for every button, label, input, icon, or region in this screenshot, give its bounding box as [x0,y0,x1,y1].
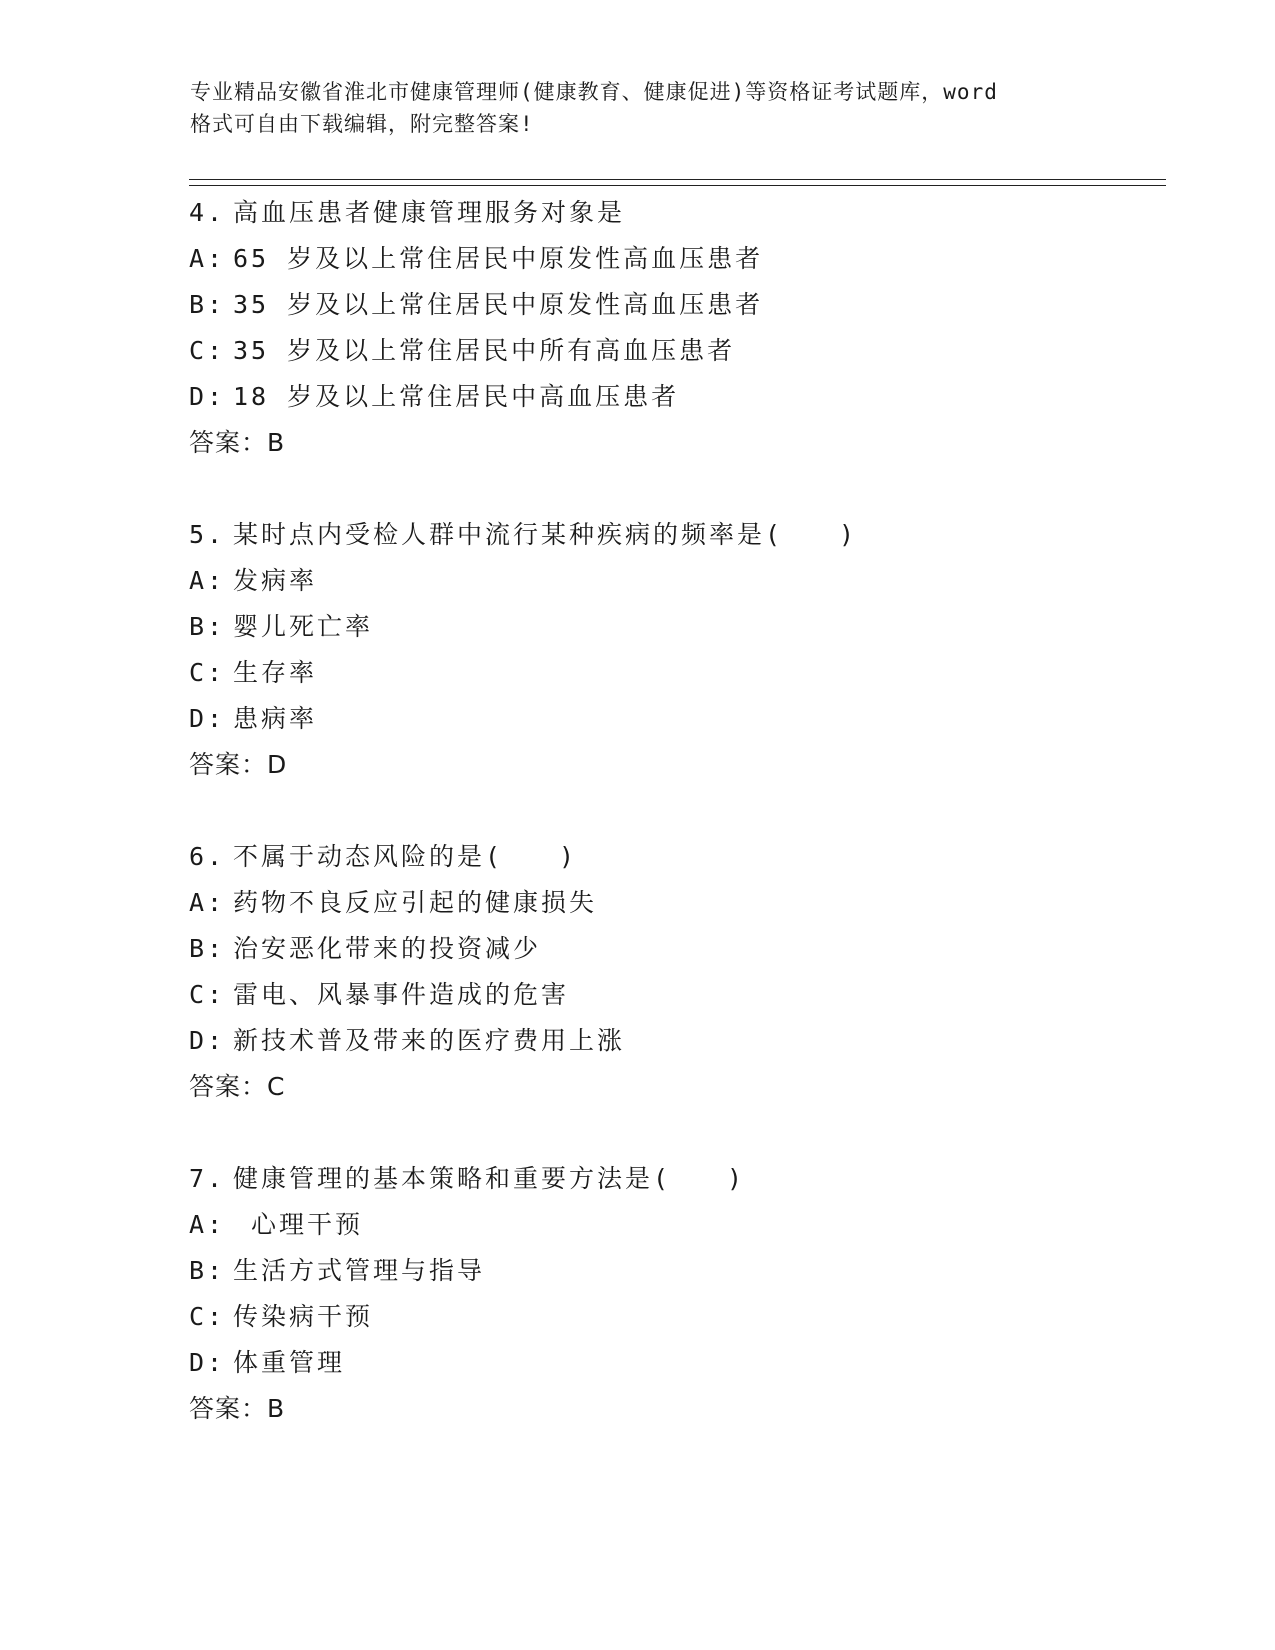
question-6 [189,834,1149,1110]
option-d [189,696,1149,742]
option-text: 35 岁及以上常住居民中原发性高血压患者 [233,290,764,319]
option-text: 心理干预 [233,1210,364,1239]
option-c [189,650,1149,696]
answer-line: 答案：D [189,750,288,779]
option-a [189,880,1149,926]
question-title [189,834,1149,880]
document-header [190,76,1090,140]
option-key: C: [189,658,226,687]
option-d [189,374,1149,420]
option-text: 新技术普及带来的医疗费用上涨 [233,1026,626,1055]
option-text: 雷电、风暴事件造成的危害 [233,980,570,1009]
question-number: 4. [189,198,226,227]
question-5 [189,512,1149,788]
question-list [189,190,1149,1478]
question-text: 某时点内受检人群中流行某种疾病的频率是( ) [233,520,858,549]
question-7 [189,1156,1149,1432]
option-key: B: [189,612,226,641]
option-text: 生存率 [233,658,318,687]
header-divider-top [189,179,1166,180]
option-b [189,1248,1149,1294]
answer-line: 答案：B [189,1394,286,1423]
header-divider-bottom [189,185,1166,186]
answer-line: 答案：C [189,1072,286,1101]
question-number: 5. [189,520,226,549]
option-c [189,328,1149,374]
option-key: C: [189,336,226,365]
option-key: B: [189,934,226,963]
option-d [189,1018,1149,1064]
question-title [189,1156,1149,1202]
option-key: A: [189,566,226,595]
question-title [189,512,1149,558]
option-key: D: [189,382,226,411]
question-4 [189,190,1149,466]
option-text: 65 岁及以上常住居民中原发性高血压患者 [233,244,764,273]
option-key: D: [189,1026,226,1055]
option-text: 药物不良反应引起的健康损失 [233,888,598,917]
option-b [189,282,1149,328]
question-number: 6. [189,842,226,871]
question-title [189,190,1149,236]
header-line-1: 专业精品安徽省淮北市健康管理师(健康教育、健康促进)等资格证考试题库，word [190,80,998,104]
option-key: A: [189,888,226,917]
option-d [189,1340,1149,1386]
option-key: B: [189,1256,226,1285]
option-key: C: [189,1302,226,1331]
option-a [189,558,1149,604]
question-text: 高血压患者健康管理服务对象是 [233,198,626,227]
option-key: D: [189,704,226,733]
question-text: 健康管理的基本策略和重要方法是( ) [233,1164,746,1193]
option-text: 35 岁及以上常住居民中所有高血压患者 [233,336,736,365]
answer-line: 答案：B [189,428,286,457]
option-c [189,972,1149,1018]
question-number: 7. [189,1164,226,1193]
option-c [189,1294,1149,1340]
option-key: D: [189,1348,226,1377]
question-text: 不属于动态风险的是( ) [233,842,578,871]
header-line-2: 格式可自由下载编辑，附完整答案! [190,112,534,136]
option-text: 体重管理 [233,1348,346,1377]
option-text: 18 岁及以上常住居民中高血压患者 [233,382,680,411]
option-text: 患病率 [233,704,318,733]
option-a [189,1202,1149,1248]
option-text: 治安恶化带来的投资减少 [233,934,542,963]
option-b [189,926,1149,972]
option-text: 生活方式管理与指导 [233,1256,486,1285]
option-a [189,236,1149,282]
option-key: B: [189,290,226,319]
option-key: A: [189,244,226,273]
option-text: 婴儿死亡率 [233,612,374,641]
option-text: 发病率 [233,566,318,595]
option-key: A: [189,1210,226,1239]
option-b [189,604,1149,650]
option-text: 传染病干预 [233,1302,374,1331]
option-key: C: [189,980,226,1009]
